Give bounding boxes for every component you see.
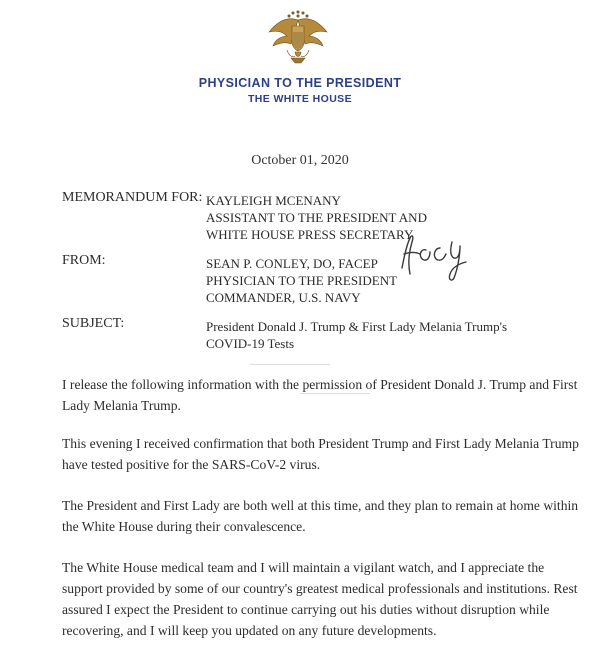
memo-from-line: SEAN P. CONLEY, DO, FACEP: [206, 256, 378, 271]
memo-from-label: FROM:: [62, 253, 106, 268]
presidential-seal-icon: [265, 6, 331, 68]
memo-subject-line: COVID-19 Tests: [206, 336, 295, 351]
memo-for-line: ASSISTANT TO THE PRESIDENT AND: [206, 210, 427, 225]
memo-for-label: MEMORANDUM FOR:: [62, 190, 203, 205]
letterhead-subtitle: THE WHITE HOUSE: [247, 93, 352, 105]
memo-subject-line: President Donald J. Trump & First Lady Melania Trump's: [206, 319, 507, 334]
memo-for-block: [206, 192, 427, 243]
memo-subject-block: [206, 318, 507, 352]
memo-for-line: KAYLEIGH MCENANY: [206, 193, 341, 208]
body-paragraph: This evening I received confirmation that both President Trump and First Lady Melania Trump have tested positive for the SARS-CoV-2 virus.: [62, 436, 579, 472]
memo-from-line: PHYSICIAN TO THE PRESIDENT: [206, 273, 398, 288]
memo-date: October 01, 2020: [251, 153, 349, 168]
memo-from-line: COMMANDER, U.S. NAVY: [206, 290, 361, 305]
body-paragraph: The President and First Lady are both well at this time, and they plan to remain at home within the White House during their convalescence.: [62, 498, 579, 534]
body-paragraph: The White House medical team and I will maintain a vigilant watch, and I appreciate the support provided by some of our country's greatest medical professionals and institutions. Rest assured I expect the President to continue carrying out his duties without disruption while recovering, and I will keep you updated on any future developments.: [62, 560, 578, 638]
memo-from-block: [206, 255, 397, 306]
memo-for-line: WHITE HOUSE PRESS SECRETARY: [206, 227, 414, 242]
memo-subject-label: SUBJECT:: [62, 316, 125, 331]
letterhead-title: PHYSICIAN TO THE PRESIDENT: [198, 76, 402, 90]
handwritten-signature-icon: [396, 224, 476, 284]
body-paragraph: I release the following information with the permission of President Donald J. Trump and First Lady Melania Trump.: [62, 377, 578, 413]
scan-artifact: [250, 364, 330, 365]
